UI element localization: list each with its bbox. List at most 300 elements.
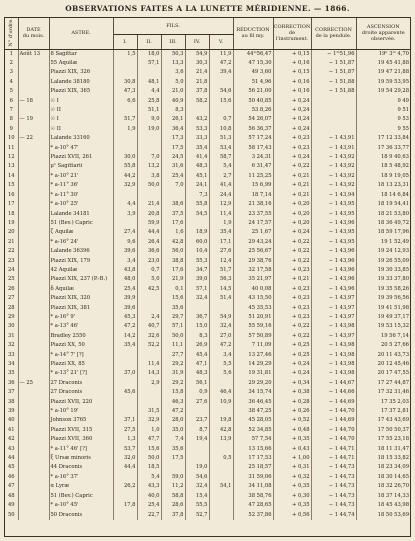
row-number: 24 — [5, 266, 18, 275]
row-fil-5: 24,4 — [209, 191, 233, 200]
row-correction-pendule: − 1 43,91 — [311, 144, 356, 153]
row-fil-3: 7,4 — [161, 435, 185, 444]
row-date — [18, 294, 49, 303]
row-fil-2: 18,0 — [137, 49, 161, 59]
row-correction-instrument: + 0,35 — [273, 501, 311, 510]
row-number: 42 — [5, 435, 18, 444]
row-astre: 27 Draconis — [49, 379, 113, 388]
row-date — [18, 181, 49, 190]
row-number: 33 — [5, 351, 18, 360]
table-row — [5, 59, 410, 68]
row-fil-2: 15,6 — [137, 445, 161, 454]
row-reduction: 38 58,76 — [233, 492, 273, 501]
table-row — [5, 49, 410, 59]
row-correction-instrument: + 1,00 — [273, 454, 311, 463]
row-reduction: 40 0,08 — [233, 285, 273, 294]
row-correction-pendule: − 1 44,69 — [311, 398, 356, 407]
row-number: 11 — [5, 144, 18, 153]
row-correction-instrument: + 0,43 — [273, 445, 311, 454]
row-date — [18, 87, 49, 96]
header-correction-pendule: CORRECTION de la pendule. — [311, 18, 356, 49]
row-fil-2 — [137, 191, 161, 200]
row-reduction: 51 4,96 — [233, 78, 273, 87]
row-fil-1 — [113, 473, 137, 482]
row-correction-pendule: − 1 43,96 — [311, 266, 356, 275]
row-fil-1: 6,6 — [113, 97, 137, 106]
table-row — [5, 247, 410, 256]
row-reduction: 57 7,54 — [233, 435, 273, 444]
row-correction-instrument: + 0,31 — [273, 463, 311, 472]
row-fil-1: 26,2 — [113, 482, 137, 491]
row-fil-4: 19,4 — [185, 435, 209, 444]
row-date — [18, 369, 49, 378]
row-ascension: 19 30 33,85 — [377, 266, 409, 273]
row-correction-pendule: − 1 44,70 — [311, 426, 356, 435]
row-fil-4: 8,7 — [185, 426, 209, 435]
row-correction-instrument: + 0,24 — [273, 228, 311, 237]
row-date — [18, 482, 49, 491]
row-astre: 42 Aquilæ — [49, 266, 113, 275]
row-correction-pendule: − 1 44,73 — [311, 501, 356, 510]
row-fil-2: 3,8 — [137, 172, 161, 181]
row-correction-pendule: − 1 43,92 — [311, 181, 356, 190]
row-astre: Piazzi XIX, 381 — [49, 304, 113, 313]
row-fil-1: 37,0 — [113, 369, 137, 378]
row-date — [18, 304, 49, 313]
row-correction-instrument: + 0,24 — [273, 97, 311, 106]
row-fil-1: 14,2 — [113, 332, 137, 341]
row-fil-2: 1,0 — [137, 426, 161, 435]
row-fil-5: 14,5 — [209, 285, 233, 294]
row-correction-pendule: − 1 43,96 — [311, 257, 356, 266]
row-date — [18, 341, 49, 350]
row-fil-3: 29,7 — [161, 313, 185, 322]
row-fil-4 — [185, 219, 209, 228]
row-number: 16 — [5, 191, 18, 200]
page-title: OBSERVATIONS FAITES A LA LUNETTE MÉRIDIENNE. — 1866. — [65, 4, 350, 13]
row-date — [18, 388, 49, 397]
table-row — [5, 426, 410, 435]
row-reduction: 44ᵐ56,47 — [233, 49, 273, 59]
row-reduction: 14 29,29 — [233, 360, 273, 369]
row-number: 45 — [5, 463, 18, 472]
row-fil-5: 3,4 — [209, 351, 233, 360]
row-correction-pendule: − 1 43,95 — [311, 228, 356, 237]
table-row — [5, 294, 410, 303]
row-fil-1: 45,3 — [113, 313, 137, 322]
row-astre: * a-10° 47' — [49, 144, 113, 153]
row-fil-5: 54,9 — [209, 313, 233, 322]
row-ascension: 18 37 14,33 — [377, 492, 409, 499]
row-date — [18, 435, 49, 444]
row-correction-instrument: + 0,35 — [273, 435, 311, 444]
row-fil-5: 2,7 — [209, 172, 233, 181]
row-astre: Lalande 36396 — [49, 247, 113, 256]
row-reduction: 19 31,81 — [233, 369, 273, 378]
row-fil-1: 4,4 — [113, 200, 137, 209]
row-astre: * a-10° 45' — [49, 501, 113, 510]
row-date — [18, 172, 49, 181]
row-correction-pendule: − 1 51,88 — [311, 78, 356, 87]
row-number: 32 — [5, 341, 18, 350]
row-fil-3: 26,1 — [161, 115, 185, 124]
row-fil-5: 11,4 — [209, 210, 233, 219]
row-astre: * a-13° 21' [?] — [49, 369, 113, 378]
row-fil-2: 2,9 — [137, 379, 161, 388]
row-ascension: 19 33 37,80 — [377, 276, 409, 283]
row-fil-1: 30,8 — [113, 78, 137, 87]
row-correction-pendule: − 1 43,97 — [311, 332, 356, 341]
row-fil-3: 38,6 — [161, 200, 185, 209]
row-reduction: 57 50,89 — [233, 332, 273, 341]
row-fil-4: 32,4 — [185, 294, 209, 303]
row-correction-instrument: + 0,22 — [273, 332, 311, 341]
row-date — [18, 322, 49, 331]
row-correction-pendule: − 1 43,92 — [311, 153, 356, 162]
table-row — [5, 360, 410, 369]
row-fil-5 — [209, 463, 233, 472]
row-astre: ☉ I — [49, 97, 113, 106]
row-correction-pendule: − 1 44,74 — [311, 511, 356, 520]
row-fil-2 — [137, 294, 161, 303]
row-fil-4: 60,0 — [185, 238, 209, 247]
row-fil-3: 50,3 — [161, 49, 185, 59]
row-astre: Piazzi XX, 85 — [49, 360, 113, 369]
row-fil-5 — [209, 304, 233, 313]
row-fil-5: 13,9 — [209, 435, 233, 444]
row-ascension: 17 36 33,77 — [377, 144, 409, 151]
table-row — [5, 238, 410, 247]
row-astre: * a-16° 24' — [49, 238, 113, 247]
row-number: 3 — [5, 68, 18, 77]
row-correction-instrument: + 0,28 — [273, 398, 311, 407]
row-correction-pendule: − 1 44,71 — [311, 445, 356, 454]
row-reduction: 58 17,43 — [233, 144, 273, 153]
row-fil-3: 24,5 — [161, 153, 185, 162]
row-date — [18, 191, 49, 200]
row-date — [18, 332, 49, 341]
row-number: 47 — [5, 482, 18, 491]
row-fil-3 — [161, 463, 185, 472]
row-fil-2: 52,2 — [137, 341, 161, 350]
table-row — [5, 219, 410, 228]
row-fil-5 — [209, 445, 233, 454]
row-fil-5 — [209, 492, 233, 501]
table-row — [5, 200, 410, 209]
row-fil-5: 32,4 — [209, 322, 233, 331]
row-fil-4: 52,7 — [185, 511, 209, 520]
row-fil-4: 8,3 — [185, 332, 209, 341]
row-ascension: 9 53 — [397, 116, 409, 123]
row-number: 5 — [5, 87, 18, 96]
row-fil-5: 35,4 — [209, 228, 233, 237]
row-correction-instrument: + 0,23 — [273, 313, 311, 322]
row-astre: 51 (Bev.) Capric — [49, 219, 113, 228]
table-row — [5, 172, 410, 181]
row-reduction: 34 15,74 — [233, 388, 273, 397]
row-fil-3: 21,0 — [161, 87, 185, 96]
row-correction-instrument: + 0,24 — [273, 106, 311, 115]
row-astre: Piazzi XIX, 237 (P.-B.) — [49, 275, 113, 284]
row-number: 21 — [5, 238, 18, 247]
row-reduction: 56 21,00 — [233, 87, 273, 96]
row-date — [18, 501, 49, 510]
row-fil-4: 37,8 — [185, 87, 209, 96]
header-correction-instrument: CORRECTION de l'instrument. — [273, 18, 311, 49]
row-ascension: 18 23 34,09 — [377, 464, 409, 471]
table-row — [5, 87, 410, 96]
row-fil-5 — [209, 106, 233, 115]
row-fil-1: 30,0 — [113, 153, 137, 162]
row-astre: 8 Sagittar — [49, 49, 113, 59]
row-correction-instrument: + 0,22 — [273, 322, 311, 331]
row-fil-1 — [113, 134, 137, 143]
row-fil-4: 21,4 — [185, 68, 209, 77]
table-row — [5, 379, 410, 388]
row-date — [18, 351, 49, 360]
row-reduction: 32 17,58 — [233, 266, 273, 275]
row-fil-3: 31,9 — [161, 369, 185, 378]
row-fil-3: 59,0 — [161, 473, 185, 482]
row-number: 43 — [5, 445, 18, 454]
row-fil-5: 47,2 — [209, 341, 233, 350]
row-fil-4: 55,8 — [185, 200, 209, 209]
row-fil-4: 15,4 — [185, 492, 209, 501]
row-fil-4: 18,9 — [185, 228, 209, 237]
row-correction-instrument: + 0,16 — [273, 59, 311, 68]
row-correction-pendule: − 1 44,67 — [311, 379, 356, 388]
row-date — [18, 125, 49, 134]
row-correction-instrument: + 0,24 — [273, 115, 311, 124]
header-fils: FILS. — [113, 18, 233, 34]
row-correction-pendule: − 1 43,95 — [311, 200, 356, 209]
row-fil-1 — [113, 511, 137, 520]
row-number: 18 — [5, 210, 18, 219]
table-row — [5, 162, 410, 171]
row-reduction: 7 11,09 — [233, 341, 273, 350]
row-fil-4: 32,4 — [185, 482, 209, 491]
row-fil-2: 20,8 — [137, 210, 161, 219]
row-astre: Piazzi XVII, 315 — [49, 426, 113, 435]
row-number: 26 — [5, 285, 18, 294]
row-fil-2 — [137, 134, 161, 143]
row-fil-2: 5,4 — [137, 473, 161, 482]
row-reduction: 31 59,06 — [233, 473, 273, 482]
row-reduction: 38 47,25 — [233, 407, 273, 416]
row-ascension: 19 1 52,49 — [380, 238, 409, 245]
table-row — [5, 304, 410, 313]
row-astre: * a-10° 25' — [49, 200, 113, 209]
row-correction-instrument: + 0,24 — [273, 360, 311, 369]
row-ascension: 20 12 45,46 — [377, 361, 409, 367]
row-correction-instrument: + 0,23 — [273, 144, 311, 153]
row-date — [18, 473, 49, 482]
table-row — [5, 492, 410, 501]
row-correction-pendule: − 1 44,71 — [311, 454, 356, 463]
row-fil-2: 36,6 — [137, 247, 161, 256]
row-correction-instrument: + 0,38 — [273, 388, 311, 397]
row-ascension: 17 43 43,69 — [377, 417, 409, 424]
row-ascension: 19 35 58,26 — [377, 285, 409, 292]
row-ascension: 20 17 47,55 — [377, 370, 409, 377]
row-fil-5: 51,3 — [209, 134, 233, 143]
table-row — [5, 445, 410, 454]
row-astre: ζ Aquilæ — [49, 228, 113, 237]
table-row — [5, 153, 410, 162]
row-fil-3: 36,4 — [161, 125, 185, 134]
row-ascension: 19 54 29,28 — [377, 88, 409, 95]
header-astre: ASTRE. — [49, 18, 113, 49]
row-fil-2: 2,4 — [137, 313, 161, 322]
row-fil-1: 1,3 — [113, 435, 137, 444]
row-number: 34 — [5, 360, 18, 369]
row-date: — 25 — [18, 379, 49, 388]
observation-table — [5, 18, 410, 520]
row-fil-2: 14,3 — [137, 369, 161, 378]
row-ascension: 18 30 14,65 — [377, 473, 409, 480]
table-row — [5, 322, 410, 331]
row-reduction: 24 17,57 — [233, 219, 273, 228]
row-correction-instrument: + 0,20 — [273, 210, 311, 219]
row-fil-1 — [113, 68, 137, 77]
row-number: 4 — [5, 78, 18, 87]
row-fil-3: 27,7 — [161, 351, 185, 360]
row-ascension: 17 35 2,03 — [380, 398, 409, 405]
row-astre: * a-10° 19' — [49, 407, 113, 416]
row-fil-3: 5,0 — [161, 78, 185, 87]
row-fil-1: 1,5 — [113, 49, 137, 59]
row-fil-3: 13,3 — [161, 59, 185, 68]
row-ascension: 19 24 12,93 — [377, 248, 409, 255]
row-correction-pendule — [311, 97, 356, 106]
row-number: 49 — [5, 501, 18, 510]
row-astre: 44 Draconis — [49, 463, 113, 472]
row-astre: * a-11° 30' — [49, 191, 113, 200]
row-fil-1 — [113, 379, 137, 388]
row-fil-4 — [185, 304, 209, 313]
row-date — [18, 247, 49, 256]
row-date — [18, 228, 49, 237]
row-fil-5: 56,3 — [209, 275, 233, 284]
row-date — [18, 153, 49, 162]
row-correction-instrument: + 0,52 — [273, 416, 311, 425]
row-fil-4: 34,7 — [185, 266, 209, 275]
row-correction-instrument: + 0,23 — [273, 266, 311, 275]
row-number: 36 — [5, 379, 18, 388]
row-fil-3: 35,0 — [161, 426, 185, 435]
row-fil-1: 55,8 — [113, 162, 137, 171]
row-astre: * a-13° 46' — [49, 322, 113, 331]
row-correction-pendule: − 1 43,98 — [311, 351, 356, 360]
row-fil-3: 17,6 — [161, 219, 185, 228]
row-fil-1: 43,8 — [113, 266, 137, 275]
row-reduction: 54 26,07 — [233, 115, 273, 124]
row-date — [18, 59, 49, 68]
row-fil-5: 27,6 — [209, 247, 233, 256]
row-number: 7 — [5, 106, 18, 115]
row-ascension: 9 49 — [397, 97, 409, 104]
row-fil-3: 8,3 — [161, 106, 185, 115]
row-number: 23 — [5, 257, 18, 266]
table-row — [5, 482, 410, 491]
row-fil-1 — [113, 191, 137, 200]
row-fil-1 — [113, 398, 137, 407]
row-fil-3: 37,8 — [161, 511, 185, 520]
row-correction-pendule: − 1 43,91 — [311, 134, 356, 143]
row-number: 17 — [5, 200, 18, 209]
row-ascension: 19 45 41,88 — [377, 60, 409, 66]
row-fil-5: 11,9 — [209, 49, 233, 59]
row-astre: 50 Draconis — [49, 511, 113, 520]
row-correction-pendule: − 1 51,88 — [311, 87, 356, 96]
row-fil-5: 47,2 — [209, 59, 233, 68]
row-fil-3: 17,5 — [161, 454, 185, 463]
row-fil-3: 1,6 — [161, 228, 185, 237]
row-ascension: 19 59 53,95 — [377, 78, 409, 85]
row-fil-3: 21,9 — [161, 275, 185, 284]
row-fil-1 — [113, 492, 137, 501]
row-fil-3: 7,0 — [161, 181, 185, 190]
row-ascension: 18 19 54,41 — [377, 201, 409, 208]
row-fil-1 — [113, 351, 137, 360]
row-fil-2: 32,9 — [137, 416, 161, 425]
row-fil-1: 27,4 — [113, 228, 137, 237]
row-fil-1 — [113, 360, 137, 369]
table-row — [5, 511, 410, 520]
row-correction-pendule: − 1 44,73 — [311, 473, 356, 482]
row-astre: Piazzi XX, 50 — [49, 341, 113, 350]
row-correction-instrument: + 0,24 — [273, 369, 311, 378]
row-reduction: 21 38,16 — [233, 200, 273, 209]
table-row — [5, 351, 410, 360]
row-fil-1: 32,9 — [113, 181, 137, 190]
row-fil-5: 58,7 — [209, 153, 233, 162]
row-fil-2: 42,5 — [137, 285, 161, 294]
row-fil-5: 5,6 — [209, 369, 233, 378]
row-fil-5 — [209, 501, 233, 510]
row-reduction: 47 15,30 — [233, 59, 273, 68]
row-ascension: 19 56 7,14 — [380, 332, 409, 339]
row-fil-2: 43,3 — [137, 482, 161, 491]
row-fil-4: 57,1 — [185, 285, 209, 294]
row-correction-pendule: − 1 43,96 — [311, 285, 356, 294]
row-ascension: 19 41 51,98 — [377, 304, 409, 311]
row-astre: μ¹ Sagittarii — [49, 162, 113, 171]
row-reduction: 36 46,45 — [233, 398, 273, 407]
row-correction-instrument: + 0,16 — [273, 87, 311, 96]
row-fil-3: 31,6 — [161, 162, 185, 171]
row-ascension: 18 32 26,70 — [377, 483, 409, 490]
row-fil-2: 57,1 — [137, 59, 161, 68]
table-row — [5, 416, 410, 425]
row-correction-pendule: − 1 43,96 — [311, 219, 356, 228]
row-fil-2: 21,4 — [137, 200, 161, 209]
row-reduction: 18 7,14 — [233, 191, 273, 200]
row-number: 14 — [5, 172, 18, 181]
row-fil-2: 7,0 — [137, 153, 161, 162]
row-number: 41 — [5, 426, 18, 435]
row-fil-3: 38,8 — [161, 257, 185, 266]
row-fil-4: 48,3 — [185, 369, 209, 378]
row-correction-instrument: + 0,25 — [273, 351, 311, 360]
row-fil-3: 15,8 — [161, 388, 185, 397]
table-row — [5, 68, 410, 77]
row-fil-5 — [209, 511, 233, 520]
row-correction-pendule: − 1 43,98 — [311, 322, 356, 331]
row-date — [18, 238, 49, 247]
row-ascension: 17 37 2,81 — [380, 408, 409, 415]
row-fil-4: 7,3 — [185, 191, 209, 200]
